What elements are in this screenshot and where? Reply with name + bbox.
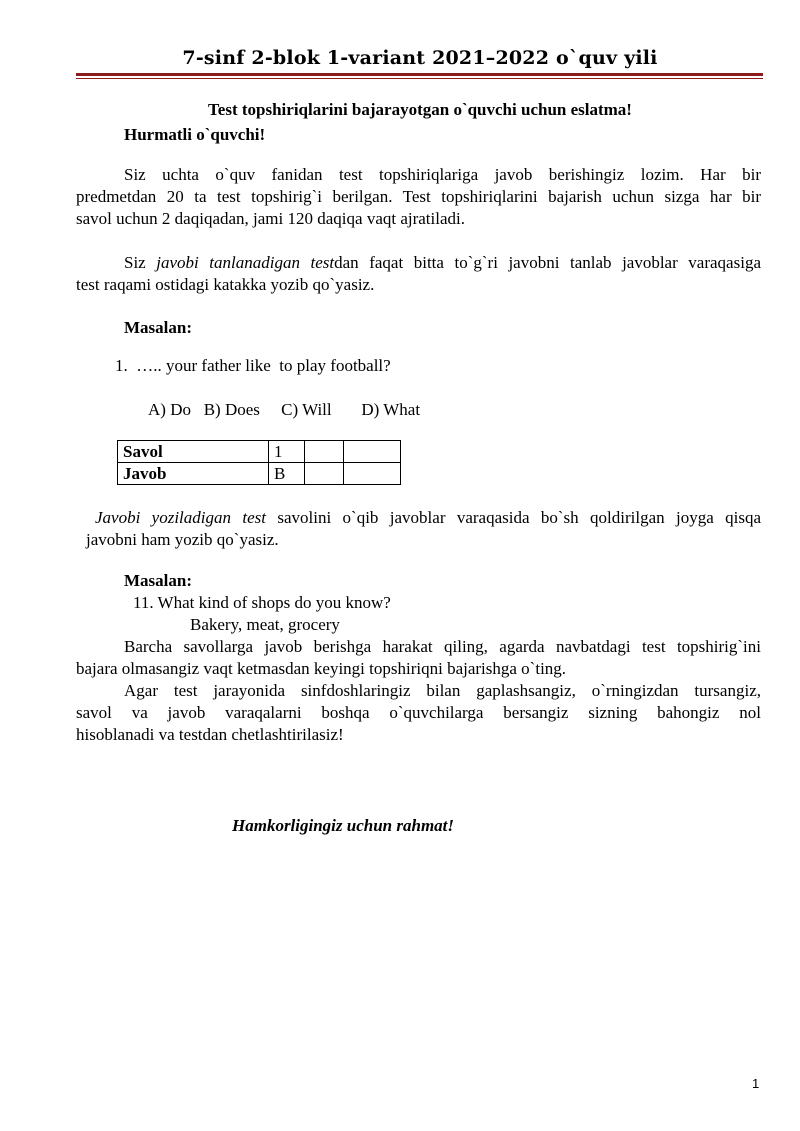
para2-prefix: Siz: [124, 253, 157, 272]
notice-title: Test topshiriqlarini bajarayotgan o`quvchi uchun eslatma!: [208, 100, 632, 119]
para2-line1-rest: dan faqat bitta to`g`ri javobni tanlab javoblar varaqasiga: [334, 253, 761, 272]
para3-italic-term: Javobi yoziladigan test: [95, 508, 266, 527]
para2-line2: test raqami ostidagi katakka yozib qo`yasiz.: [76, 275, 375, 294]
table-cell: [305, 463, 344, 485]
page-header-title: 7-sinf 2-blok 1-variant 2021–2022 o`quv yili: [182, 47, 658, 69]
header-rule-thick: [76, 73, 763, 76]
example1-label: Masalan:: [124, 318, 192, 337]
answer-table: [117, 440, 401, 485]
table-cell: B: [269, 463, 305, 485]
table-cell: [344, 441, 401, 463]
para3-line2: javobni ham yozib qo`yasiz.: [86, 530, 279, 549]
example1-options: A) Do B) Does C) Will D) What: [148, 400, 421, 419]
para5-line3: hisoblanadi va testdan chetlashtirilasiz!: [76, 725, 344, 744]
table-cell: 1: [269, 441, 305, 463]
table-row: [118, 463, 401, 485]
para3-line1-rest: savolini o`qib javoblar varaqasida bo`sh qoldirilgan joyga qisqa: [265, 508, 761, 527]
greeting: Hurmatli o`quvchi!: [124, 125, 266, 144]
para5-line1: Agar test jarayonida sinfdoshlaringiz bilan gaplashsangiz, o`rningizdan tursangiz,: [124, 681, 761, 700]
closing-thanks: Hamkorligingiz uchun rahmat!: [232, 816, 455, 835]
example2-label: Masalan:: [124, 571, 192, 590]
table-row: [118, 441, 401, 463]
table-cell: Javob: [118, 463, 269, 485]
example2-question: 11. What kind of shops do you know?: [133, 593, 391, 612]
table-cell: [305, 441, 344, 463]
para1-line1: Siz uchta o`quv fanidan test topshiriqlariga javob berishingiz lozim. Har bir: [124, 165, 761, 184]
para3-line1: [95, 507, 761, 529]
para4-line2: bajara olmasangiz vaqt ketmasdan keyingi topshiriqni bajarishga o`ting.: [76, 659, 567, 678]
table-cell: Savol: [118, 441, 269, 463]
para4-line1: Barcha savollarga javob berishga harakat qiling, agarda navbatdagi test topshirig`ini: [124, 637, 761, 656]
example2-answer: Bakery, meat, grocery: [190, 615, 340, 634]
header-rule-thin: [76, 78, 763, 79]
para1-line3: savol uchun 2 daqiqadan, jami 120 daqiqa vaqt ajratiladi.: [76, 209, 465, 228]
para2-italic-term: javobi tanlanadigan test: [156, 253, 335, 272]
para5-line2: savol va javob varaqalarni boshqa o`quvchilarga bersangiz sizning bahongiz nol: [76, 703, 761, 722]
table-cell: [344, 463, 401, 485]
para1-line2: predmetdan 20 ta test topshirig`i berilgan. Test topshiriqlarini bajarish uchun sizga har bir: [76, 187, 761, 206]
para2-line1: [124, 252, 761, 274]
page-number: 1: [752, 1076, 760, 1091]
example1-question: 1. ….. your father like to play football?: [115, 356, 391, 375]
